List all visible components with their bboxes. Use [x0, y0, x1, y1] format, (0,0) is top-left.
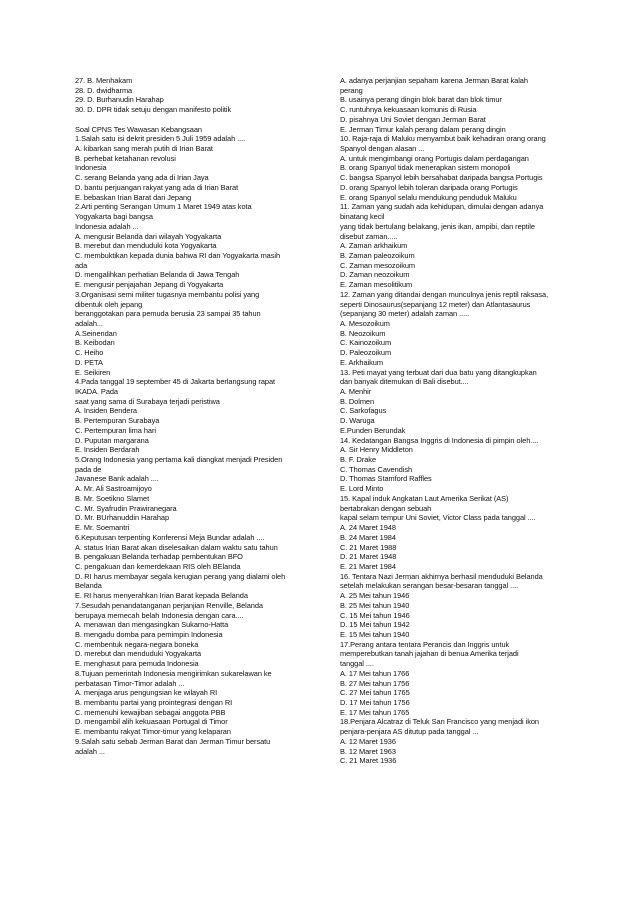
text-line: Indonesia adalah ... — [75, 221, 139, 231]
text-line: D. pisahnya Uni Soviet dengan Jerman Barat — [340, 114, 486, 124]
text-line: E. Seikiren — [75, 367, 111, 377]
text-line: A. 25 Mei tahun 1946 — [340, 591, 410, 601]
text-line: A. menawan dan mengasingkan Sukarno-Hatta — [75, 620, 229, 630]
text-line: D. 15 Mei tahun 1942 — [340, 620, 410, 630]
right-text-column — [340, 76, 578, 766]
text-line: 16. Tentara Nazi Jerman akhirnya berhasil menduduki Belanda — [340, 571, 543, 581]
text-line: kapal selam tempur Uni Soviet, Victor Class pada tanggal .... — [340, 513, 536, 523]
text-line: dan banyak ditemukan di Bali disebut.... — [340, 377, 469, 387]
text-line: D. PETA — [75, 357, 103, 367]
text-line: 7.Sesudah penandatanganan perjanjian Renville, Belanda — [75, 600, 263, 610]
text-line: B. Mr. Soetikno Slamet — [75, 493, 150, 503]
text-line: D. Thomas Stamford Raffles — [340, 474, 432, 484]
text-line: tanggal .... — [340, 659, 374, 669]
text-line: C. membentuk negara-negara boneka — [75, 639, 199, 649]
text-line: B. 27 Mei tahun 1756 — [340, 678, 410, 688]
text-line: beranggotakan para pemuda berusia 23 sampai 35 tahun — [75, 309, 261, 319]
text-line: C. 21 Maret 1936 — [340, 756, 397, 766]
text-line: B. F. Drake — [340, 455, 377, 465]
text-line: Soal CPNS Tes Wawasan Kebangsaan — [75, 124, 202, 134]
text-line: A. untuk mengimbangi orang Portugis dalam perdagangan — [340, 153, 529, 163]
text-line: E. Arkhaikum — [340, 357, 383, 367]
text-line: A. 12 Maret 1936 — [340, 736, 396, 746]
text-line: E. RI harus menyerahkan Irian Barat kepada Belanda — [75, 591, 248, 601]
text-line: saat yang sama di Surabaya terjadi peristiwa — [75, 396, 220, 406]
text-line: D. 17 Mei tahun 1756 — [340, 698, 410, 707]
text-line: E. Lord Minto — [340, 484, 384, 494]
text-line: B. orang Spanyol tidak menerapkan sistem monopoli — [340, 163, 511, 173]
text-line: E. membantu rakyat Timor-timur yang kelaparan — [75, 727, 231, 737]
text-line: 1.Salah satu isi dekrit presiden 5 Juli 1959 adalah .... — [75, 134, 246, 144]
text-line: B. mengadu domba para pemimpin Indonesia — [75, 629, 223, 639]
text-line: B. Keibodan — [75, 338, 115, 348]
text-line: B. 12 Maret 1963 — [340, 746, 396, 756]
text-line: E. orang Spanyol selalu mendukung penduduk Maluku — [340, 192, 517, 202]
text-line: A. Zaman arkhaikum — [340, 241, 408, 251]
text-line: A. 24 Maret 1948 — [340, 523, 396, 533]
text-line: 6.Keputusan terpenting Konferensi Meja Bundar adalah .... — [75, 532, 265, 542]
text-line: E. Jerman Timur kalah perang dalam perang dingin — [340, 124, 506, 134]
text-line: 28. D. dwidharma — [75, 85, 133, 95]
text-line: A. Mr. Ali Sastroamijoyo — [75, 484, 152, 494]
text-line: C. serang Belanda yang ada di Irian Jaya — [75, 173, 209, 183]
text-line: B. perhebat ketahanan revolusi — [75, 153, 176, 163]
text-line: E. bebaskan Irian Barat dari Jepang — [75, 192, 192, 202]
text-line: 27. B. Menhakam — [75, 76, 133, 85]
text-line: dibentuk oleh jepang — [75, 299, 143, 309]
text-line: yang tidak bertulang belakang, jenis ikan, ampibi, dan reptile — [340, 221, 535, 231]
text-line: C. Kainozoikum — [340, 338, 392, 348]
text-line: A. Sir Henry Middleton — [340, 445, 413, 455]
text-line: C. Sarkofagus — [340, 406, 387, 416]
text-line: C. 21 Maret 1988 — [340, 542, 397, 552]
text-line: C. memenuhi kewajiban sebagai anggota PBB — [75, 707, 226, 717]
text-line: B. Neozoikum — [340, 328, 386, 338]
text-line: D. RI harus membayar segala kerugian perang yang dialami oleh — [75, 571, 286, 581]
text-line: 17.Perang antara tentara Perancis dan Inggris untuk — [340, 639, 510, 649]
text-line: setelah melakukan serangan besar-besaran tanggal .... — [340, 581, 519, 591]
text-line: E. 21 Maret 1984 — [340, 561, 396, 571]
text-line: (sepanjang 30 meter) adalah zaman ..... — [340, 309, 470, 319]
text-line: B. Dolmen — [340, 396, 375, 406]
text-line: C. membuktikan kepada dunia bahwa RI dan Yogyakarta masih — [75, 250, 281, 260]
text-line: E. 15 Mei tahun 1940 — [340, 629, 410, 639]
text-line: D. Mr. BUrhanuddin Harahap — [75, 513, 170, 523]
text-line: A. kibarkan sang merah putih di Irian Barat — [75, 144, 213, 154]
text-line: E. mengusir penjajahan Jepang di Yogyakarta — [75, 280, 224, 290]
text-line: perang — [340, 85, 363, 95]
text-line: binatang kecil — [340, 212, 385, 222]
text-line: ada — [75, 260, 88, 270]
text-line: Javanese Bank adalah .... — [75, 474, 159, 484]
text-line: pada de — [75, 464, 102, 474]
text-line: Spanyol dengan alasan ... — [340, 144, 425, 154]
text-line: Indonesia — [75, 163, 107, 173]
text-line: E. menghasut para pemuda Indonesia — [75, 659, 199, 669]
text-line: D. merebut dan menduduki Yogyakarta — [75, 649, 202, 659]
text-line: B. membantu partai yang prointegrasi dengan RI — [75, 698, 233, 707]
text-line: C. Heiho — [75, 348, 104, 358]
text-line: A. 17 Mei tahun 1766 — [340, 668, 410, 678]
text-line: A. Menhir — [340, 387, 372, 396]
text-line: seperti Dinosaurus(sepanjang 12 meter) dan Atlantasaurus — [340, 299, 531, 309]
text-line: D. Waruga — [340, 416, 375, 426]
text-line: 30. D. DPR tidak setuju dengan manifesto politik — [75, 105, 232, 115]
text-line: B. Pertempuran Surabaya — [75, 416, 160, 426]
text-line: A. adanya perjanjian sepaham karena Jerman Barat kalah — [340, 76, 528, 85]
text-line: C. 15 Mei tahun 1946 — [340, 610, 410, 620]
text-line: D. orang Spanyol lebih toleran daripada orang Portugis — [340, 182, 518, 192]
text-line: C. Pertempuran lima hari — [75, 425, 156, 435]
text-line: bertabrakan dengan sebuah — [340, 503, 432, 513]
text-line: IKADA. Pada — [75, 387, 118, 396]
text-line: E. Zaman mesolitikum — [340, 280, 413, 290]
text-line: E. Mr. Soemantri — [75, 523, 130, 533]
text-line: 8.Tujuan pemerintah Indonesia mengirimkan sukarelawan ke — [75, 668, 272, 678]
text-line: Yogyakarta bagi bangsa — [75, 212, 153, 222]
text-line: D. 21 Maret 1948 — [340, 552, 397, 562]
left-text-column — [75, 76, 315, 756]
text-line: C. 27 Mei tahun 1765 — [340, 688, 410, 698]
text-line: D. mengambil alih kekuasaan Portugal di Timor — [75, 717, 228, 727]
text-line: D. Zaman neozoikum — [340, 270, 410, 280]
text-line: D. Paleozoikum — [340, 348, 392, 358]
text-line: B. Zaman paleozoikum — [340, 250, 415, 260]
text-line: adalah... — [75, 318, 103, 328]
text-line: disebut zaman..... — [340, 231, 398, 241]
text-line: B. 25 Mei tahun 1940 — [340, 600, 410, 610]
text-line: penjara-penjara AS ditutup pada tanggal ... — [340, 727, 479, 737]
text-line: E. 17 Mei tahun 1765 — [340, 707, 410, 717]
text-line: C. runtuhnya kekuasaan komunis di Rusia — [340, 105, 477, 115]
text-line: A. Insiden Bendera — [75, 406, 137, 416]
text-line: C. pengakuan dan kemerdekaan RIS oleh BElanda — [75, 561, 241, 571]
text-line: 13. Peti mayat yang terbuat dari dua batu yang ditangkupkan — [340, 367, 537, 377]
text-line: memperebutkan tanah jajahan di benua Amerika terjadi — [340, 649, 519, 659]
text-line: B. pengakuan Belanda terhadap pembentukan BFO — [75, 552, 243, 562]
text-line: berupaya memecah belah Indonesia dengan cara.... — [75, 610, 244, 620]
text-line: C. Zaman mesozoikum — [340, 260, 416, 270]
text-line: 2.Arti penting Serangan Umum 1 Maret 1949 atas kota — [75, 202, 252, 212]
text-line: 9.Salah satu sebab Jerman Barat dan Jerman Timur bersatu — [75, 736, 271, 746]
text-line: A. status Irian Barat akan diselesaikan dalam waktu satu tahun — [75, 542, 278, 552]
text-line: A. mengusir Belanda dari wilayah Yogyakarta — [75, 231, 222, 241]
text-line: 5.Orang Indonesia yang pertama kali diangkat menjadi Presiden — [75, 455, 283, 465]
text-line: C. bangsa Spanyol lebih bersahabat daripada bangsa Portugis — [340, 173, 543, 183]
text-line: A. Mesozoikum — [340, 318, 390, 328]
text-line: Belanda — [75, 581, 102, 591]
text-line: B. merebut dan menduduki kota Yogyakarta — [75, 241, 217, 251]
text-line: E. Insiden Berdarah — [75, 445, 140, 455]
text-line: 29. D. Burhanudin Harahap — [75, 95, 164, 105]
text-line: 15. Kapal induk Angkatan Laut Amerika Serikat (AS) — [340, 493, 509, 503]
text-line: A.Seinendan — [75, 328, 117, 338]
text-line: C. Mr. Syafrudin Prawiranegara — [75, 503, 177, 513]
text-line: 11. Zaman yang sudah ada kehidupan, dimulai dengan adanya — [340, 202, 544, 212]
text-line: adalah ... — [75, 746, 105, 756]
text-line: 18.Penjara Alcatraz di Teluk San Francisco yang menjadi ikon — [340, 717, 539, 727]
text-line: 14. Kedatangan Bangsa Inggris di Indonesia di pimpin oleh.... — [340, 435, 539, 445]
text-line: 4.Pada tanggal 19 september 45 di Jakarta berlangsung rapat — [75, 377, 276, 387]
text-line: B. 24 Maret 1984 — [340, 532, 396, 542]
text-line: D. bantu perjuangan rakyat yang ada di Irian Barat — [75, 182, 239, 192]
text-line: D. Puputan margarana — [75, 435, 149, 445]
text-line: 3.Organisasi semi militer tugasnya membantu polisi yang — [75, 289, 260, 299]
text-line — [75, 115, 315, 125]
text-line: B. usainya perang dingin blok barat dan blok timur — [340, 95, 502, 105]
text-line: 10. Raja-raja di Maluku menyambut baik kehadiran orang orang — [340, 134, 546, 144]
text-line: perbatasan Timor-Timor adalah ... — [75, 678, 185, 688]
text-line: A. menjaga arus pengungsian ke wilayah RI — [75, 688, 218, 698]
text-line: E.Punden Berundak — [340, 425, 406, 435]
text-line: C. Thomas Cavendish — [340, 464, 413, 474]
text-line: 12. Zaman yang ditandai dengan munculnya jenis reptil raksasa, — [340, 289, 549, 299]
text-line: D. mengalihkan perhatian Belanda di Jawa Tengah — [75, 270, 240, 280]
